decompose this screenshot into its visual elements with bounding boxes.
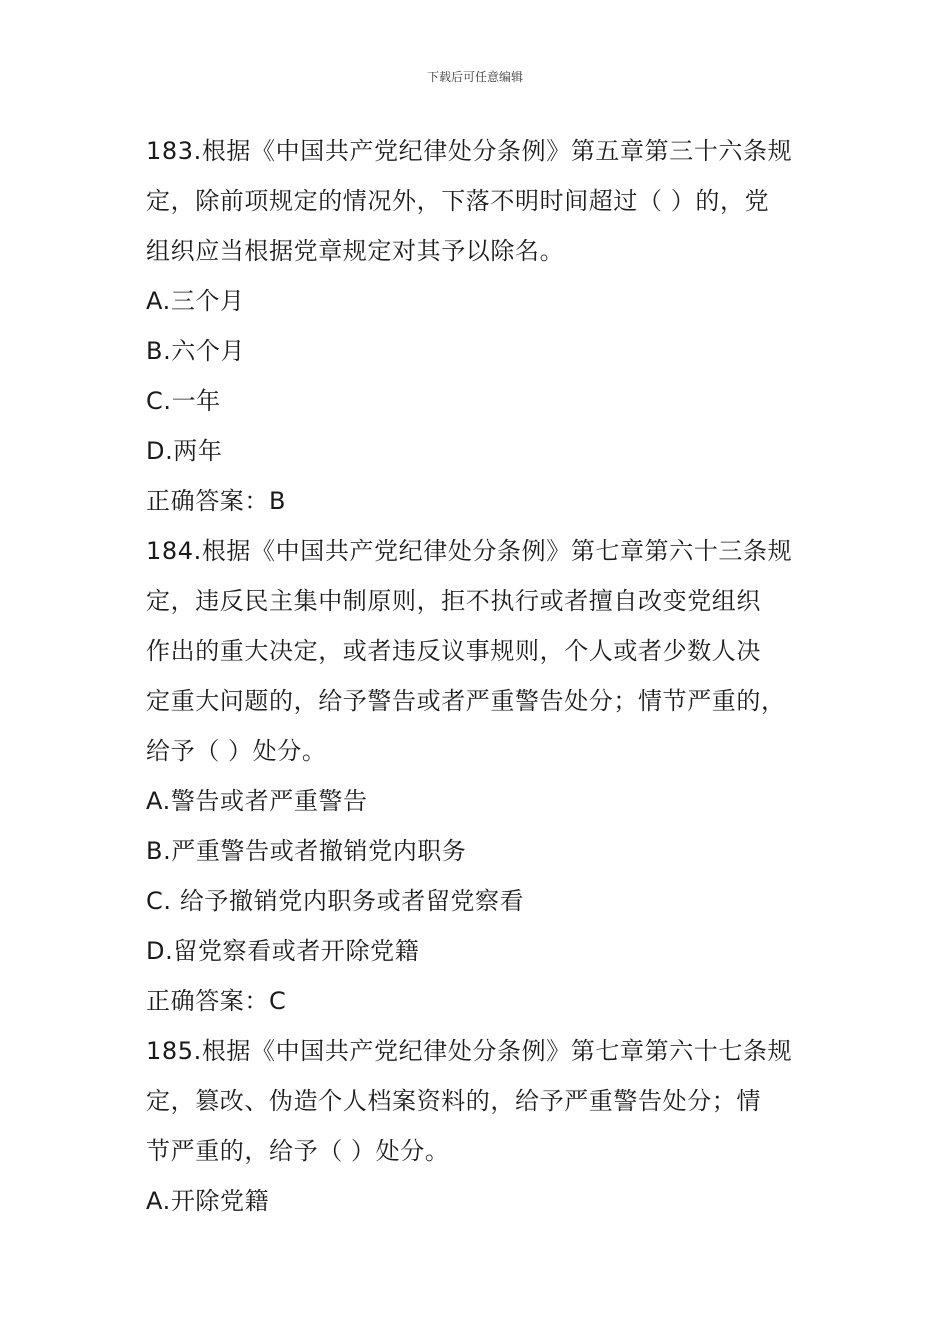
option-a: A.警告或者严重警告: [146, 787, 368, 815]
question-text-line: 定，除前项规定的情况外，下落不明时间超过（ ）的，党: [146, 187, 770, 215]
question-text-line: 定，违反民主集中制原则，拒不执行或者擅自改变党组织: [146, 587, 761, 615]
question-184: [146, 526, 818, 1026]
page-header-note: 下载后可任意编辑: [426, 70, 523, 84]
question-text-line: 184.根据《中国共产党纪律处分条例》第七章第六十三条规: [146, 537, 793, 565]
question-text-line: 183.根据《中国共产党纪律处分条例》第五章第三十六条规: [146, 137, 793, 165]
question-text-line: 定，篡改、伪造个人档案资料的，给予严重警告处分；情: [146, 1087, 761, 1115]
document-body: [146, 126, 818, 1226]
question-185: [146, 1026, 818, 1226]
question-text-line: 节严重的，给予（ ）处分。: [146, 1137, 450, 1165]
option-d: D.留党察看或者开除党籍: [146, 937, 420, 965]
question-text-line: 组织应当根据党章规定对其予以除名。: [146, 237, 565, 265]
option-b: B.严重警告或者撤销党内职务: [146, 837, 467, 865]
option-c: C. 给予撤销党内职务或者留党察看: [146, 887, 525, 915]
option-a: A.三个月: [146, 287, 245, 315]
option-b: B.六个月: [146, 337, 246, 365]
question-183: [146, 126, 818, 526]
option-c: C.一年: [146, 387, 221, 415]
option-d: D.两年: [146, 437, 223, 465]
correct-answer: 正确答案：B: [146, 487, 287, 515]
question-text-line: 定重大问题的，给予警告或者严重警告处分；情节严重的，: [146, 687, 786, 715]
question-text-line: 给予（ ）处分。: [146, 737, 327, 765]
question-text-line: 作出的重大决定，或者违反议事规则，个人或者少数人决: [146, 637, 761, 665]
option-a: A.开除党籍: [146, 1187, 270, 1215]
correct-answer: 正确答案：C: [146, 987, 287, 1015]
question-text-line: 185.根据《中国共产党纪律处分条例》第七章第六十七条规: [146, 1037, 793, 1065]
